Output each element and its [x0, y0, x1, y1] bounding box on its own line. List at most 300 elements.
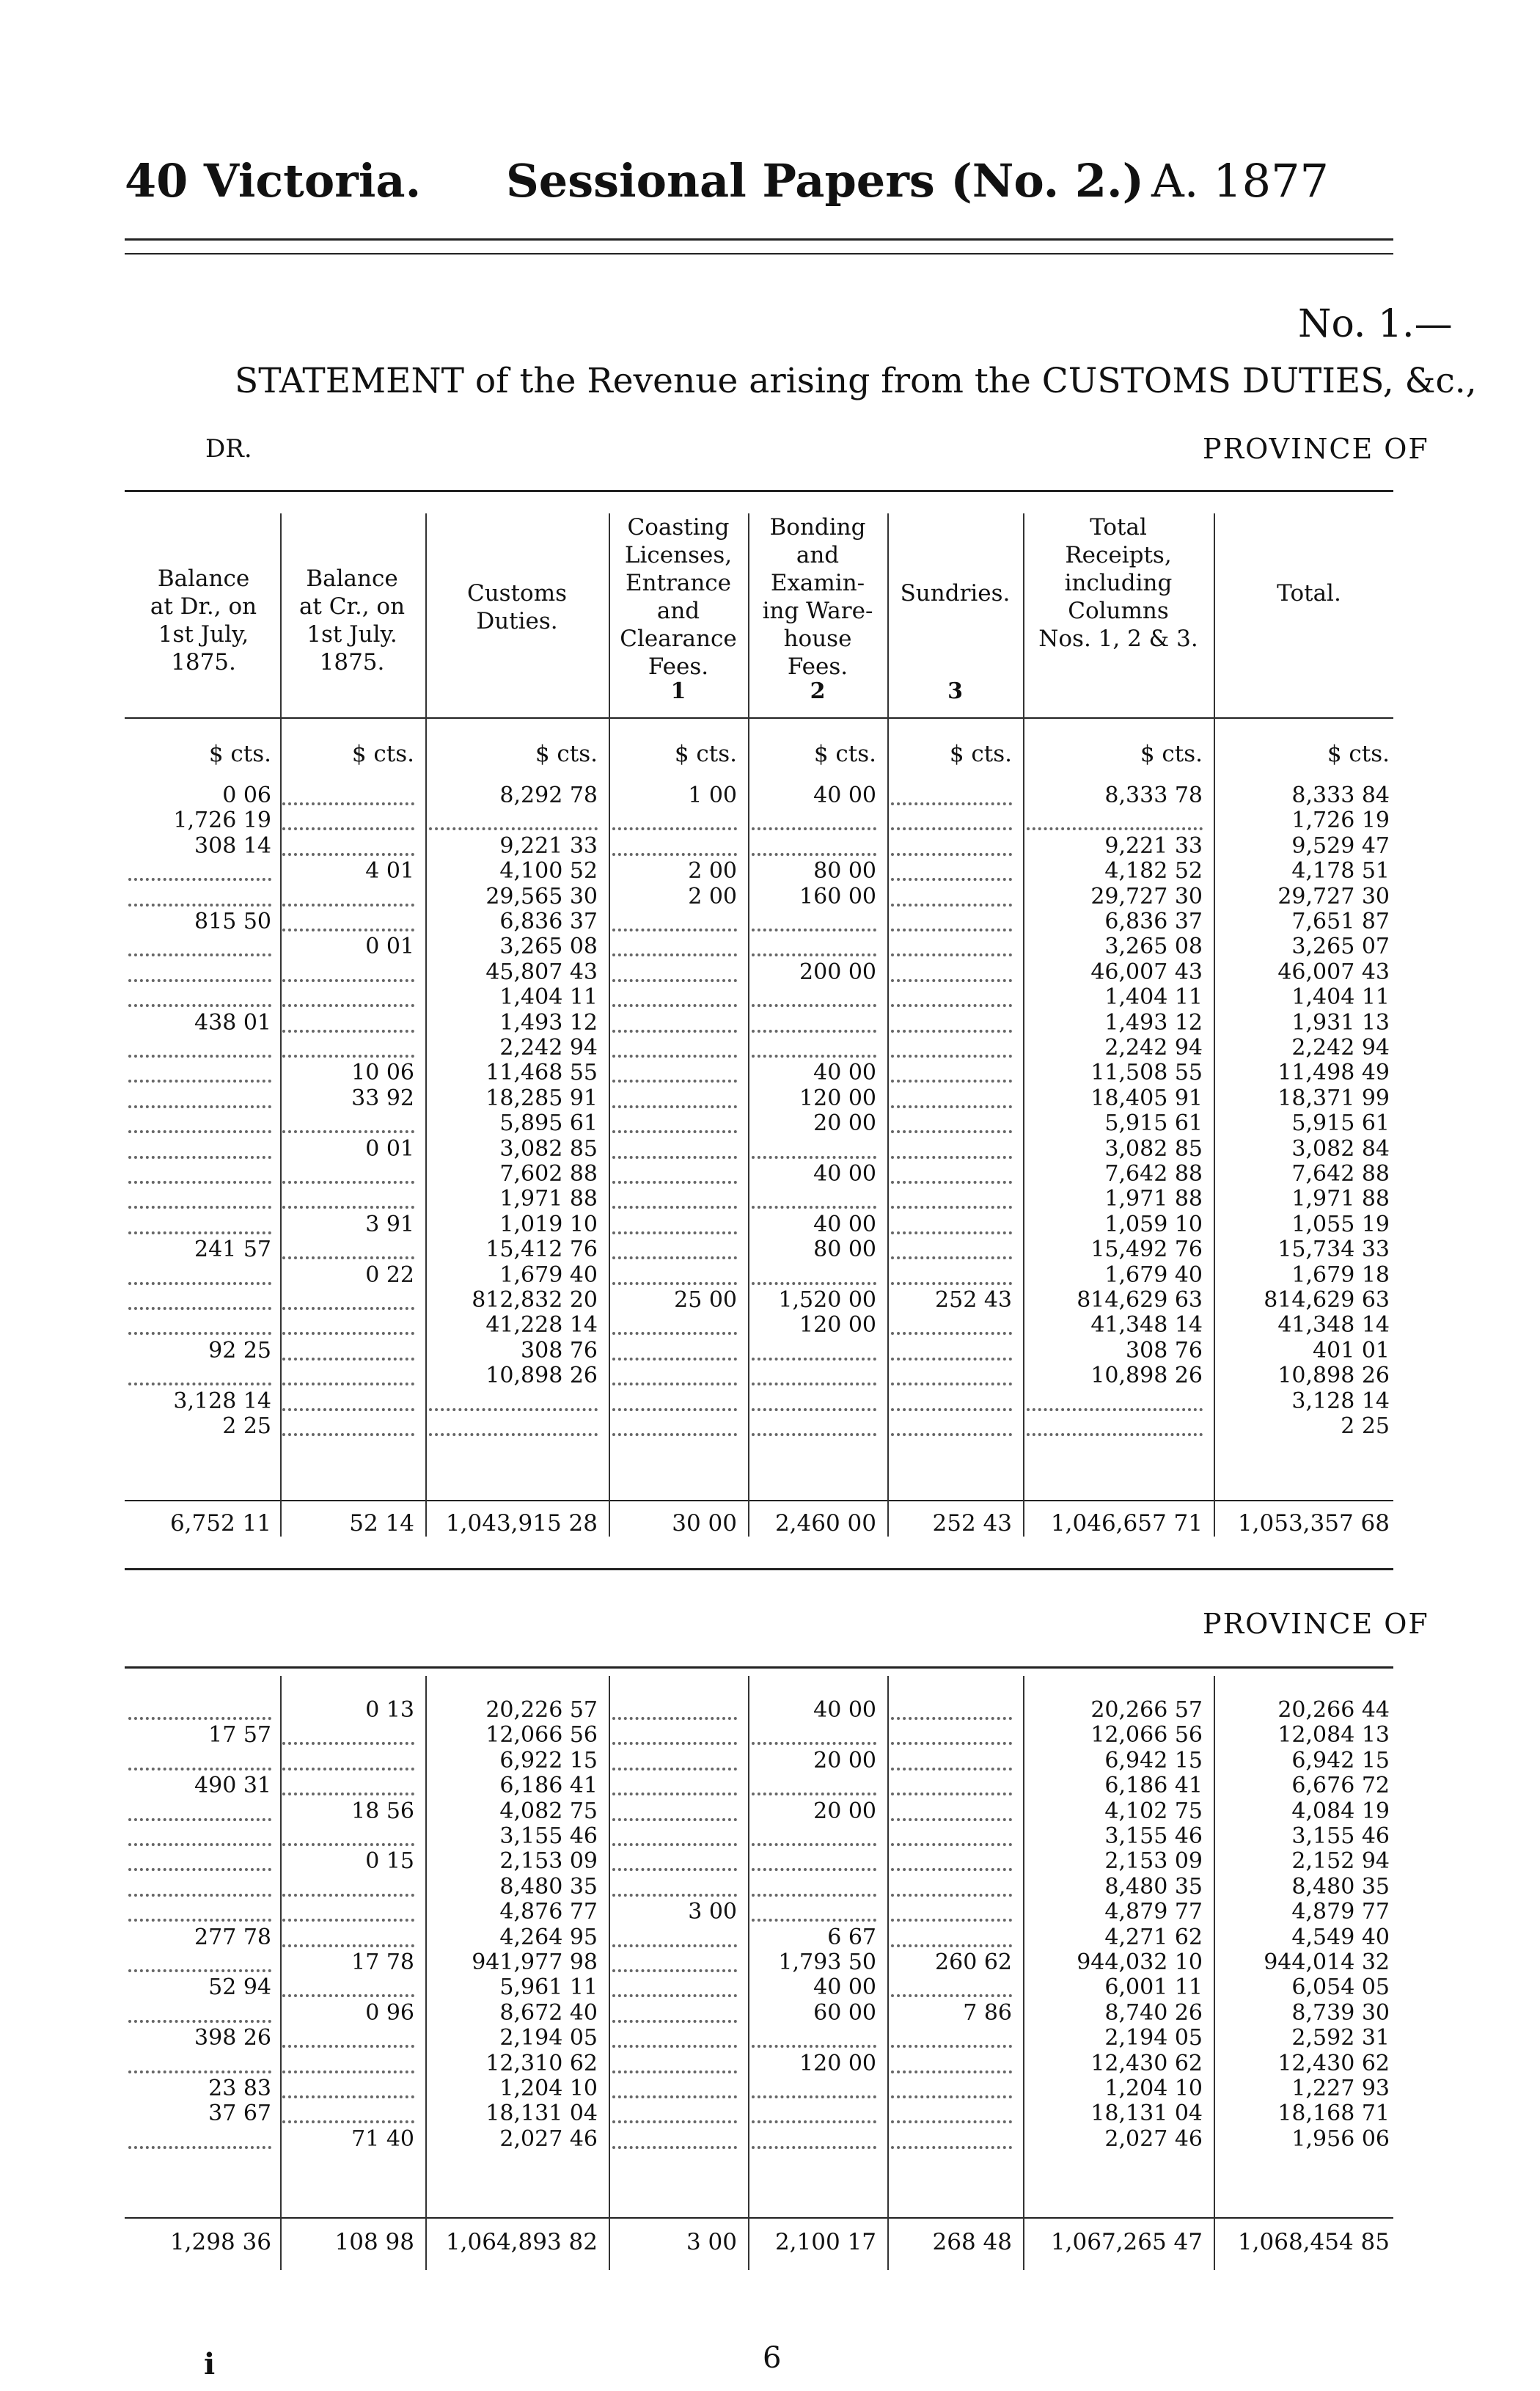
cell-col-6 — [891, 1349, 1012, 1361]
column-heading-1: Balance at Dr., on 1st July, 1875. — [150, 565, 257, 675]
total-col-7: 1,067,265 47 — [1050, 2230, 1203, 2255]
cell-col-8: 41,348 14 — [1277, 1313, 1390, 1339]
total-col-6: 268 48 — [932, 2230, 1012, 2255]
column-rule-1-2 — [425, 513, 427, 1537]
cell-col-5 — [752, 920, 876, 931]
cell-col-2 — [282, 2062, 414, 2073]
cell-col-8: 6,676 72 — [1291, 1773, 1390, 1799]
cell-col-3: 941,977 98 — [472, 1950, 598, 1975]
cell-col-7: 1,971 88 — [1104, 1187, 1203, 1212]
cell-col-4 — [612, 1759, 737, 1771]
column-rule-2-2 — [425, 1676, 427, 2270]
cell-col-2 — [282, 1936, 414, 1947]
cell-col-2 — [282, 1121, 414, 1133]
column-unit-6: $ cts. — [949, 741, 1012, 767]
column-rule-1-6 — [1023, 513, 1024, 1537]
cell-col-1 — [128, 1197, 271, 1209]
cell-col-4 — [612, 1197, 737, 1209]
cell-col-4 — [612, 1374, 737, 1385]
cell-col-6 — [891, 1910, 1012, 1922]
cell-col-6 — [891, 1424, 1012, 1436]
cell-col-2 — [282, 1046, 414, 1058]
cell-col-4 — [612, 1248, 737, 1259]
cell-col-4 — [612, 1096, 737, 1108]
cell-col-4 — [612, 1147, 737, 1159]
cell-col-7: 8,333 78 — [1104, 783, 1203, 808]
cell-col-8: 10,898 26 — [1277, 1363, 1390, 1389]
cell-col-7: 3,155 46 — [1104, 1824, 1203, 1849]
cell-col-8: 4,879 77 — [1291, 1900, 1390, 1925]
cell-col-3: 5,895 61 — [499, 1111, 598, 1137]
cell-col-7: 814,629 63 — [1077, 1288, 1203, 1313]
cell-col-5: 20 00 — [813, 1798, 876, 1824]
column-heading-3: Customs Duties. — [466, 580, 568, 634]
cell-col-7: 46,007 43 — [1090, 959, 1203, 985]
cell-col-3: 4,100 52 — [499, 859, 598, 885]
cell-col-2 — [282, 819, 414, 830]
cell-col-5 — [752, 945, 876, 956]
column-rule-1-7 — [1214, 513, 1215, 1537]
cell-col-1 — [128, 1223, 271, 1234]
cell-col-1 — [128, 1885, 271, 1897]
cell-col-2 — [282, 2036, 414, 2048]
cell-col-3: 5,961 11 — [499, 1975, 598, 2001]
cell-col-2 — [282, 844, 414, 856]
cell-col-5: 6 67 — [827, 1925, 876, 1950]
cell-col-4 — [612, 2062, 737, 2073]
cell-col-5: 20 00 — [813, 1111, 876, 1137]
cell-col-7: 7,642 88 — [1104, 1162, 1203, 1187]
cell-col-1 — [128, 1121, 271, 1133]
cell-col-2 — [282, 1323, 414, 1335]
cell-col-3: 1,204 10 — [499, 2076, 598, 2101]
column-number-5: 2 — [810, 678, 826, 704]
cell-col-6 — [891, 1733, 1012, 1745]
cell-col-6 — [891, 1223, 1012, 1234]
cell-col-1 — [128, 1859, 271, 1871]
cell-col-5: 160 00 — [799, 884, 876, 909]
cell-col-6 — [891, 1121, 1012, 1133]
cell-col-2: 4 01 — [365, 859, 414, 885]
column-heading-8: Total. — [1277, 580, 1341, 607]
cell-col-6 — [891, 1147, 1012, 1159]
cell-col-4 — [612, 2036, 737, 2048]
cell-col-6 — [891, 1759, 1012, 1771]
column-rule-2-3 — [609, 1676, 610, 2270]
cell-col-3: 7,602 88 — [499, 1162, 598, 1187]
cell-col-4 — [612, 920, 737, 931]
cell-col-7 — [1027, 819, 1203, 830]
cell-col-8: 8,480 35 — [1291, 1874, 1390, 1900]
cell-col-4: 3 00 — [688, 1900, 737, 1925]
cell-col-6 — [891, 945, 1012, 956]
cell-col-6: 252 43 — [935, 1288, 1012, 1313]
cell-col-2: 0 96 — [365, 2000, 414, 2026]
cell-col-6 — [891, 2062, 1012, 2073]
cell-col-2: 0 01 — [365, 1136, 414, 1162]
cell-col-6 — [891, 2087, 1012, 2098]
cell-col-1: 3,128 14 — [173, 1388, 271, 1414]
cell-col-3: 3,265 08 — [499, 934, 598, 960]
cell-col-1 — [128, 2137, 271, 2149]
section2-province-label: PROVINCE OF — [1203, 1608, 1429, 1640]
total-col-2: 108 98 — [334, 2230, 414, 2255]
cell-col-5: 40 00 — [813, 1162, 876, 1187]
cell-col-5 — [752, 1147, 876, 1159]
cell-col-1: 1,726 19 — [173, 808, 271, 834]
header-session: 40 Victoria. — [125, 154, 422, 208]
cell-col-3: 12,066 56 — [485, 1723, 598, 1749]
cell-col-7: 1,404 11 — [1104, 985, 1203, 1011]
cell-col-8: 4,549 40 — [1291, 1925, 1390, 1950]
cell-col-2 — [282, 920, 414, 931]
cell-col-3: 45,807 43 — [485, 959, 598, 985]
cell-col-1 — [128, 1323, 271, 1335]
column-unit-2: $ cts. — [351, 741, 414, 767]
cell-col-4 — [612, 1859, 737, 1871]
cell-col-7: 308 76 — [1126, 1338, 1203, 1363]
cell-col-4 — [612, 2011, 737, 2023]
cell-col-2 — [282, 1985, 414, 1997]
column-rule-2-1 — [280, 1676, 282, 2270]
cell-col-3: 11,468 55 — [485, 1061, 598, 1086]
column-heading-6: Sundries. — [900, 580, 1011, 607]
cell-col-4: 25 00 — [674, 1288, 737, 1313]
cell-col-3: 18,131 04 — [485, 2101, 598, 2127]
cell-col-6 — [891, 1985, 1012, 1997]
cell-col-1 — [128, 1759, 271, 1771]
cell-col-4 — [612, 945, 737, 956]
cell-col-2 — [282, 2087, 414, 2098]
cell-col-7: 4,182 52 — [1104, 859, 1203, 885]
cell-col-3 — [429, 1424, 598, 1436]
cell-col-1 — [128, 1096, 271, 1108]
cell-col-7: 10,898 26 — [1090, 1363, 1203, 1389]
cell-col-1 — [128, 1071, 271, 1083]
cell-col-4 — [612, 995, 737, 1007]
cell-col-4 — [612, 2112, 737, 2123]
cell-col-5 — [752, 819, 876, 830]
cell-col-7: 8,740 26 — [1104, 2000, 1203, 2026]
cell-col-2: 33 92 — [351, 1085, 414, 1111]
cell-col-6 — [891, 1071, 1012, 1083]
cell-col-1 — [128, 1273, 271, 1285]
cell-col-4 — [612, 844, 737, 856]
cell-col-7: 11,508 55 — [1090, 1061, 1203, 1086]
cell-col-6 — [891, 1197, 1012, 1209]
cell-col-8: 1,971 88 — [1291, 1187, 1390, 1212]
cell-col-4 — [612, 970, 737, 982]
cell-col-8: 9,529 47 — [1291, 833, 1390, 859]
cell-col-6 — [891, 1784, 1012, 1795]
cell-col-3: 4,082 75 — [499, 1798, 598, 1824]
header-rule-bottom — [125, 253, 1393, 255]
cell-col-7: 41,348 14 — [1090, 1313, 1203, 1339]
total-col-4: 3 00 — [686, 2230, 737, 2255]
cell-col-3: 1,493 12 — [499, 1010, 598, 1036]
cell-col-2: 0 01 — [365, 934, 414, 960]
cell-col-1 — [128, 970, 271, 982]
cell-col-7 — [1027, 1399, 1203, 1411]
cell-col-4 — [612, 1021, 737, 1033]
section2-top-rule — [125, 1666, 1393, 1669]
cell-col-5: 80 00 — [813, 1237, 876, 1263]
cell-col-7: 1,679 40 — [1104, 1262, 1203, 1288]
cell-col-3: 8,292 78 — [499, 783, 598, 808]
cell-col-6 — [891, 1172, 1012, 1184]
cell-col-1 — [128, 2011, 271, 2023]
cell-col-3: 6,922 15 — [499, 1748, 598, 1773]
cell-col-3: 8,672 40 — [499, 2000, 598, 2026]
cell-col-4: 2 00 — [688, 859, 737, 885]
cell-col-4 — [612, 1885, 737, 1897]
cell-col-7: 9,221 33 — [1104, 833, 1203, 859]
cell-col-7: 2,027 46 — [1104, 2126, 1203, 2152]
cell-col-6 — [891, 995, 1012, 1007]
cell-col-2 — [282, 1759, 414, 1771]
cell-col-2 — [282, 1197, 414, 1209]
cell-col-8: 6,054 05 — [1291, 1975, 1390, 2001]
cell-col-4 — [612, 1349, 737, 1361]
cell-col-2 — [282, 1021, 414, 1033]
cell-col-6 — [891, 794, 1012, 805]
cell-col-5 — [752, 1197, 876, 1209]
column-heading-7: Total Receipts, including Columns Nos. 1, 2 & 3. — [1038, 514, 1198, 652]
cell-col-5 — [752, 2137, 876, 2149]
cell-col-8: 1,679 18 — [1291, 1262, 1390, 1288]
column-rule-1-3 — [609, 513, 610, 1537]
cell-col-6 — [891, 1046, 1012, 1058]
cell-col-1 — [128, 1172, 271, 1184]
cell-col-4 — [612, 1809, 737, 1821]
total-col-2: 52 14 — [349, 1511, 414, 1536]
cell-col-6 — [891, 869, 1012, 881]
cell-col-8: 15,734 33 — [1277, 1237, 1390, 1263]
cell-col-7: 2,242 94 — [1104, 1036, 1203, 1061]
cell-col-1 — [128, 1374, 271, 1385]
cell-col-6 — [891, 1323, 1012, 1335]
cell-col-7: 2,194 05 — [1104, 2026, 1203, 2051]
cell-col-7: 6,942 15 — [1104, 1748, 1203, 1773]
cell-col-8: 18,168 71 — [1277, 2101, 1390, 2127]
cell-col-7: 1,204 10 — [1104, 2076, 1203, 2101]
cell-col-5 — [752, 2112, 876, 2123]
cell-col-7: 18,405 91 — [1090, 1085, 1203, 1111]
cell-col-5: 60 00 — [813, 2000, 876, 2026]
cell-col-7: 12,430 62 — [1090, 2051, 1203, 2076]
total-col-6: 252 43 — [932, 1511, 1012, 1536]
cell-col-5: 120 00 — [799, 1313, 876, 1339]
cell-col-3 — [429, 1399, 598, 1411]
section1-total-rule — [125, 1500, 1393, 1501]
cell-col-8: 18,371 99 — [1277, 1085, 1390, 1111]
column-unit-4: $ cts. — [674, 741, 737, 767]
cell-col-2 — [282, 970, 414, 982]
column-rule-1-4 — [748, 513, 749, 1537]
cell-col-4: 1 00 — [688, 783, 737, 808]
cell-col-8: 1,726 19 — [1291, 808, 1390, 834]
column-unit-5: $ cts. — [813, 741, 876, 767]
cell-col-1 — [128, 1834, 271, 1846]
cell-col-3: 20,226 57 — [485, 1698, 598, 1723]
cell-col-5 — [752, 1859, 876, 1871]
cell-col-8: 7,651 87 — [1291, 909, 1390, 934]
column-number-4: 1 — [670, 678, 686, 704]
cell-col-3: 41,228 14 — [485, 1313, 598, 1339]
header-sessional-papers: Sessional Papers (No. 2.) — [506, 154, 1144, 208]
cell-col-5 — [752, 1834, 876, 1846]
column-heading-5: Bonding and Examin- ing Ware- house Fees. — [762, 514, 873, 680]
cell-col-3: 2,194 05 — [499, 2026, 598, 2051]
cell-col-4 — [612, 1399, 737, 1411]
cell-col-1 — [128, 2062, 271, 2073]
cell-col-4: 2 00 — [688, 884, 737, 909]
cell-col-3: 15,412 76 — [485, 1237, 598, 1263]
cell-col-5: 120 00 — [799, 2051, 876, 2076]
cell-col-6 — [891, 1834, 1012, 1846]
cell-col-8: 3,265 07 — [1291, 934, 1390, 960]
cell-col-8: 1,931 13 — [1291, 1010, 1390, 1036]
cell-col-4 — [612, 2137, 737, 2149]
total-col-4: 30 00 — [672, 1511, 737, 1536]
cell-col-3: 3,155 46 — [499, 1824, 598, 1849]
cell-col-4 — [612, 1733, 737, 1745]
cell-col-2 — [282, 1349, 414, 1361]
cell-col-6 — [891, 1248, 1012, 1259]
cell-col-8: 2,242 94 — [1291, 1036, 1390, 1061]
cell-col-7: 1,059 10 — [1104, 1212, 1203, 1237]
cell-col-7: 15,492 76 — [1090, 1237, 1203, 1263]
cell-col-1 — [128, 1910, 271, 1922]
cell-col-3: 8,480 35 — [499, 1874, 598, 1900]
cell-col-5 — [752, 1273, 876, 1285]
cell-col-2 — [282, 1399, 414, 1411]
cell-col-5: 40 00 — [813, 1975, 876, 2001]
cell-col-7 — [1027, 1424, 1203, 1436]
cell-col-7: 944,032 10 — [1077, 1950, 1203, 1975]
cell-col-1: 277 78 — [194, 1925, 271, 1950]
column-unit-7: $ cts. — [1140, 741, 1203, 767]
cell-col-6 — [891, 1859, 1012, 1871]
cell-col-2: 18 56 — [351, 1798, 414, 1824]
cell-col-7: 4,879 77 — [1104, 1900, 1203, 1925]
cell-col-6 — [891, 1273, 1012, 1285]
column-heading-2: Balance at Cr., on 1st July. 1875. — [298, 565, 406, 675]
cell-col-1 — [128, 1708, 271, 1720]
cell-col-8: 29,727 30 — [1277, 884, 1390, 909]
cell-col-2: 0 22 — [365, 1262, 414, 1288]
cell-col-2: 0 15 — [365, 1849, 414, 1875]
cell-col-2 — [282, 2112, 414, 2123]
cell-col-4 — [612, 1071, 737, 1083]
cell-col-2 — [282, 1733, 414, 1745]
cell-col-8: 4,178 51 — [1291, 859, 1390, 885]
cell-col-3: 29,565 30 — [485, 884, 598, 909]
column-rule-2-5 — [887, 1676, 889, 2270]
cell-col-7: 20,266 57 — [1090, 1698, 1203, 1723]
cell-col-3: 2,153 09 — [499, 1849, 598, 1875]
cell-col-1: 92 25 — [208, 1338, 271, 1363]
cell-col-8: 8,739 30 — [1291, 2000, 1390, 2026]
cell-col-5 — [752, 1784, 876, 1795]
cell-col-7: 29,727 30 — [1090, 884, 1203, 909]
cell-col-7: 4,271 62 — [1104, 1925, 1203, 1950]
cell-col-5 — [752, 1374, 876, 1385]
cell-col-8: 3,155 46 — [1291, 1824, 1390, 1849]
page-number: 6 — [763, 2341, 782, 2375]
cell-col-7: 1,493 12 — [1104, 1010, 1203, 1036]
cell-col-1: 2 25 — [222, 1414, 271, 1439]
cell-col-5 — [752, 2087, 876, 2098]
column-unit-1: $ cts. — [208, 741, 271, 767]
cell-col-1 — [128, 1046, 271, 1058]
cell-col-8: 1,055 19 — [1291, 1212, 1390, 1237]
cell-col-5: 40 00 — [813, 1212, 876, 1237]
cell-col-2 — [282, 1885, 414, 1897]
cell-col-5: 40 00 — [813, 1061, 876, 1086]
cell-col-2 — [282, 1172, 414, 1184]
total-col-3: 1,043,915 28 — [445, 1511, 598, 1536]
cell-col-5: 1,520 00 — [778, 1288, 876, 1313]
cell-col-5 — [752, 1885, 876, 1897]
cell-col-5 — [752, 1021, 876, 1033]
cell-col-6 — [891, 2137, 1012, 2149]
cell-col-7: 12,066 56 — [1090, 1723, 1203, 1749]
cell-col-4 — [612, 1985, 737, 1997]
cell-col-8: 2,152 94 — [1291, 1849, 1390, 1875]
total-col-1: 1,298 36 — [169, 2230, 271, 2255]
total-col-5: 2,460 00 — [774, 1511, 876, 1536]
cell-col-7: 3,082 85 — [1104, 1136, 1203, 1162]
cell-col-2 — [282, 1374, 414, 1385]
cell-col-8: 5,915 61 — [1291, 1111, 1390, 1137]
cell-col-1 — [128, 869, 271, 881]
total-col-3: 1,064,893 82 — [445, 2230, 598, 2255]
cell-col-1: 241 57 — [194, 1237, 271, 1263]
cell-col-3: 3,082 85 — [499, 1136, 598, 1162]
cell-col-5 — [752, 2036, 876, 2048]
cell-col-5: 40 00 — [813, 1698, 876, 1723]
cell-col-6: 7 86 — [963, 2000, 1012, 2026]
cell-col-6 — [891, 920, 1012, 931]
dr-label: DR. — [205, 434, 252, 464]
cell-col-5 — [752, 1424, 876, 1436]
cell-col-3: 1,679 40 — [499, 1262, 598, 1288]
heading-bottom-rule — [125, 717, 1393, 719]
cell-col-1: 308 14 — [194, 833, 271, 859]
cell-col-2: 0 13 — [365, 1698, 414, 1723]
table-top-rule — [125, 490, 1393, 492]
cell-col-6 — [891, 844, 1012, 856]
cell-col-7: 8,480 35 — [1104, 1874, 1203, 1900]
cell-col-4 — [612, 1936, 737, 1947]
cell-col-8: 3,082 84 — [1291, 1136, 1390, 1162]
cell-col-1: 23 83 — [208, 2076, 271, 2101]
cell-col-6: 260 62 — [935, 1950, 1012, 1975]
cell-col-3: 1,404 11 — [499, 985, 598, 1011]
total-col-1: 6,752 11 — [169, 1511, 271, 1536]
statement-number: No. 1.— — [1298, 302, 1453, 346]
cell-col-2 — [282, 1910, 414, 1922]
cell-col-6 — [891, 970, 1012, 982]
cell-col-8: 12,084 13 — [1277, 1723, 1390, 1749]
cell-col-2: 10 06 — [351, 1061, 414, 1086]
cell-col-1 — [128, 1147, 271, 1159]
cell-col-4 — [612, 1708, 737, 1720]
cell-col-1: 37 67 — [208, 2101, 271, 2127]
cell-col-1 — [128, 1809, 271, 1821]
section1-province-label: PROVINCE OF — [1203, 433, 1429, 465]
